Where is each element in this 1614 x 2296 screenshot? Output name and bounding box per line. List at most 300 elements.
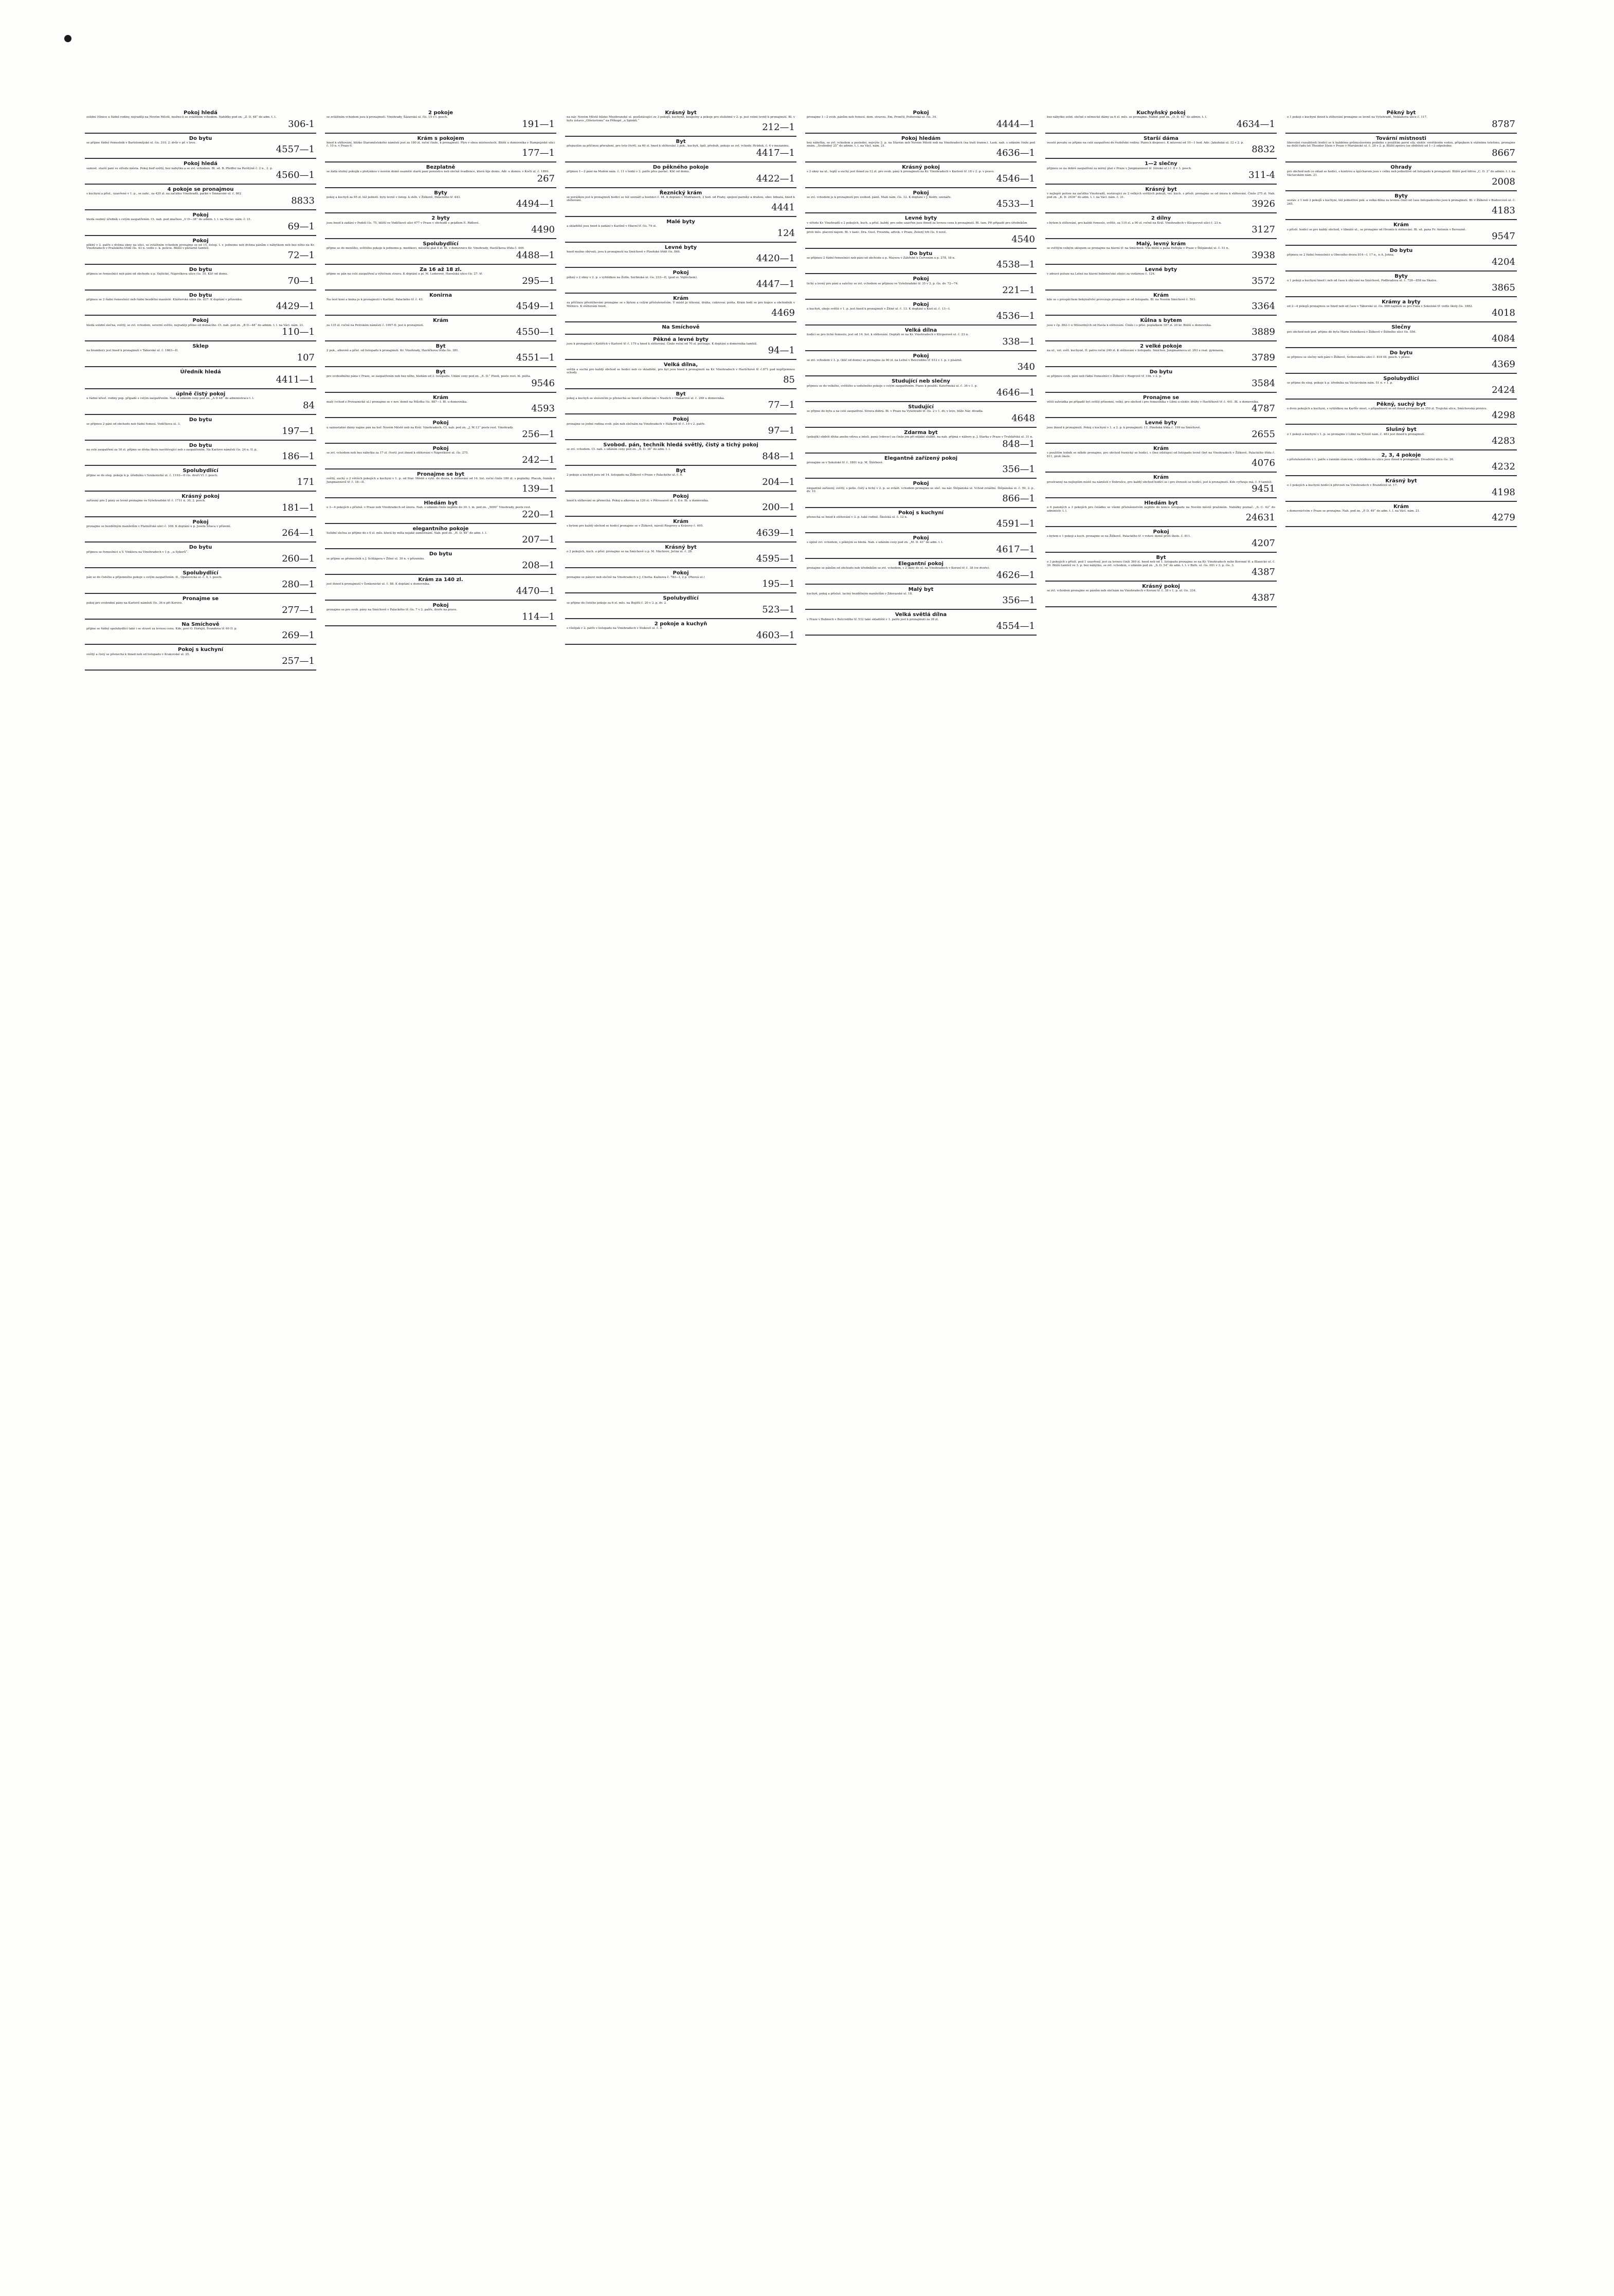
classified-ad <box>1045 213 1277 239</box>
ad-reference-number: 212—1 <box>762 122 795 133</box>
ad-body: se zvl. vchodem neb bez nábytku za 17 zl. čtvrtl. jest ihned k stěhování v Náprstkové ul. čís. 275. <box>327 451 469 455</box>
classified-ad <box>565 360 796 389</box>
ad-body: Na šest koní a knina je k pronajmutí v Karlíně, Palackého tř. č. 43. <box>327 298 424 301</box>
ad-reference-number: 260—1 <box>282 553 315 565</box>
ad-reference-number: 4283 <box>1492 436 1515 447</box>
classified-ad <box>1285 450 1517 476</box>
ad-heading: Krám <box>1393 503 1409 510</box>
ad-body: se zvláštním vchodem jsou k pronajmutí. Vinohrady, Šázavská ul. čís. 15 v I. posch. <box>327 116 448 119</box>
ad-body: hned k stěhování se přenechá. Pokoj a alkovna za 120 zl. v Pštrossově ul. č. 8 n. Bl. u domovníka. <box>567 499 709 502</box>
ad-reference-number: 4536—1 <box>996 310 1035 321</box>
ad-heading: Do bytu <box>189 545 212 551</box>
classified-ad <box>1285 348 1517 374</box>
ad-body: solidní číšnice u řádné rodiny, nejraději na Novém Městě, možno-li se zvláštním vchodem. Nabídky pod zn. „Z. D. 48“ do adm. t. l. <box>86 116 277 119</box>
ad-body: světlý a čistý se přenechá k ihned neb od listopadu v Krakovské ul. 25. <box>86 653 190 656</box>
ad-body: u řádné křesť. rodiny pop. případě s celým zaopatřením. Nab. s udáním ceny pod zn. „A D 48“ do administrace t. l. <box>86 397 255 401</box>
ad-heading: Levné byty <box>1145 420 1177 426</box>
ad-reference-number: 4441 <box>771 202 795 213</box>
ad-reference-number: 107 <box>297 352 315 363</box>
ad-heading: 2, 3, 4 pokoje <box>1381 453 1421 459</box>
ad-body: s úplně zvl. vchodem, s pěkným se bledá. Nab. s udáním ceny pod zn. „M. D. 43“ do adm. t. l. <box>807 541 944 545</box>
ad-reference-number: 110—1 <box>282 327 315 338</box>
ad-reference-number: 177—1 <box>522 147 555 158</box>
ad-heading: Pokoj <box>913 302 929 308</box>
ad-body: se poráškou jest k pronajmutí hodicí se též uzenáři a hostinci č. 44. K doptání v Modřanech, 2 hod. od Prahy, spojení parníky a drahou, obec lidnatá, hned k stěhování. <box>567 195 795 203</box>
ad-heading: Pokoj <box>913 190 929 196</box>
classified-ad <box>325 367 556 393</box>
classified-ad <box>805 479 1037 508</box>
column-1 <box>85 108 316 2191</box>
ad-body: hledá osobný úředník s celým zaopatřením. Ct. nab. pod značkou „U D—38“ do admin. t. l. na Václav. nám. č. 21. <box>86 218 252 222</box>
ad-heading: Krám <box>1153 475 1169 481</box>
ad-body: bez nábytku, se zvl. vchodem a poslední, nejvýše 2. p. na Starém neb Novém Městě neb na Vinohradech (na trati tramw.). Lask. nab. s udáním činže pod znám. „Svobodný 25“ do admin. t. l. na Václ. nám. 21. <box>807 141 1035 148</box>
ad-reference-number: 4551—1 <box>516 352 555 363</box>
ad-reference-number: 280—1 <box>282 578 315 590</box>
ad-reference-number: 3572 <box>1252 275 1275 286</box>
ad-reference-number: 4076 <box>1252 458 1275 469</box>
ad-body: jest ihned k pronajmutí v Šonkenické ul. č. 88. K doptání u domovníka. <box>327 583 430 586</box>
ad-reference-number: 139—1 <box>522 483 555 495</box>
classified-ad <box>565 162 796 188</box>
ad-body: pěkný v 2. patře s dvěma okny na ulici, se zvláštním vchodem pronajme se od 15. listop. t. r. jednomu neb dvěma pánům s nábytkem neb bez něho na Kr. Vinohradech v Pražského třídě čís. 43 n. vedle c. k. policie. Bližší v pletárně tamtéž. <box>86 243 315 250</box>
page-bullet-mark <box>64 35 71 42</box>
ad-heading: Pokoj <box>192 318 209 324</box>
ad-body: o 1 pokoji s kuchyní ihned k stěhování pronajme se levně na Vyšehradě, Neklanova ulice č. 117. <box>1287 116 1427 119</box>
ad-heading: Krásný byt <box>665 110 697 116</box>
ad-reference-number: 4447—1 <box>756 279 795 290</box>
ad-reference-number: 866—1 <box>1002 493 1035 504</box>
classified-columns <box>85 108 1525 2191</box>
ad-reference-number: 3127 <box>1252 224 1275 236</box>
ad-body: s domovnictvím v Praze se pronajme. Nab. pod zn. „P. D. 49“ do adm. t. l. na Václ. nám. 21. <box>1287 509 1420 513</box>
ad-reference-number: 4554—1 <box>996 621 1035 632</box>
classified-ad <box>565 414 796 440</box>
classified-ad <box>325 188 556 214</box>
ad-heading: Pokoj <box>673 417 689 423</box>
ad-reference-number: 523—1 <box>762 604 795 616</box>
ad-reference-number: 4617—1 <box>996 544 1035 555</box>
ad-body: se přijmou svob. páni neb řádní řemeslníci v Žižkově v Riegrově tř. 10n. v 2. p. <box>1047 375 1162 378</box>
classified-ad <box>805 229 1037 249</box>
ad-reference-number: 269—1 <box>282 630 315 641</box>
ad-body: s bytem k stěhování, pro každé řemeslo, světlé, za 110 zl. a 90 zl. ročně na Král. Vinohradech v Klicperově ulici č. 23 n. <box>1047 221 1222 225</box>
ad-heading: Ohrady <box>1390 164 1412 170</box>
ad-reference-number: 8833 <box>291 195 315 206</box>
ad-reference-number: 4639—1 <box>756 527 795 538</box>
ad-reference-number: 4787 <box>1252 403 1275 414</box>
ad-heading: Pokoj hledá <box>184 110 217 116</box>
ad-reference-number: 4444—1 <box>996 118 1035 130</box>
classified-ad <box>85 185 316 210</box>
ad-heading: Pokoj <box>913 276 929 282</box>
ad-reference-number: 8787 <box>1492 118 1515 130</box>
classified-ad <box>1045 473 1277 498</box>
classified-ad <box>325 341 556 367</box>
classified-ad <box>85 389 316 415</box>
ad-reference-number: 2008 <box>1492 176 1515 188</box>
ad-body: se přijme se přemeslník u J. Schlágera v Žitné ul. 30 n. v přízemku. <box>327 557 425 561</box>
ad-body: světlý, suchý o 2 větších pokojích a kuchyni v 1. p. od Star. Městě s vyhl. do dvora, k stěhování od 14. list. roční činže 180 zl. s poplatky. Placek, řezník v Jungmannově tř. č. 18—II. <box>327 477 555 484</box>
ad-heading: Krám s pokojem <box>417 135 464 141</box>
classified-ad <box>805 134 1037 162</box>
ad-reference-number: 4648 <box>1011 412 1035 424</box>
classified-ad <box>85 265 316 291</box>
ad-heading: Pokoj s kuchyní <box>177 647 224 653</box>
classified-ad <box>805 188 1037 214</box>
ad-reference-number: 264—1 <box>282 528 315 539</box>
ad-reference-number: 4603—1 <box>756 629 795 641</box>
ad-reference-number: 85 <box>783 374 795 385</box>
classified-ad <box>565 568 796 594</box>
ad-reference-number: 4546—1 <box>996 173 1035 184</box>
classified-ad <box>85 517 316 543</box>
ad-body: na brambory jest hned k pronajmutí v Táborské ul. č. 1863—II. <box>86 349 178 353</box>
ad-body: pronajme se v Sokolské tř. č. 1801 n p. M. Štěrbové. <box>807 461 883 464</box>
classified-ad <box>85 210 316 236</box>
classified-ad <box>1285 246 1517 272</box>
ad-reference-number: 220—1 <box>522 509 555 520</box>
ad-body: pěkný s 2 okny v 2. p. s vyhlídkou na Žofín. Serlinská ul. čís. 233—II, (pod sv. Vojtěchem). <box>567 276 698 279</box>
ad-body: elegantně zařízený, světlý, s peňo. čistý a tichý v 2. p. se zvlášt. vchodem pronajme se sleč. na nár. Štěpánská ul. Vchod zvláštní. Štěpánská ul. č. 59, 2. p., dv. 10. <box>807 486 1035 494</box>
ad-heading: Krám <box>433 318 448 324</box>
ad-heading: Krásný byt <box>1145 187 1177 193</box>
classified-ad <box>1045 393 1277 419</box>
ad-heading: Spolubydlící <box>423 241 459 247</box>
ad-body: se přijme do bytu a na celé zaopatření. Strava dobrá. Bl. v Praze na Vyšehradě tř. čís. 2 v 1. dv. v levo, blíže Nár. divadla. <box>807 410 984 413</box>
classified-ad <box>325 265 556 291</box>
classified-ad <box>1285 108 1517 134</box>
ad-body: na celé zaopatření za 16 zl. přijme se dívka školu navštěvující neb s zaopatřením. Na Karlovo náměstí čís. 24 n. II. p. <box>86 448 258 451</box>
ad-body: jsou ihned k pronajmutí. Pokoj s kuchyní v 1. a 2. p. k pronajmutí: 11. Plzeňská třída č. 199 na Smíchově. <box>1047 426 1201 429</box>
ad-heading: Pěkný byt <box>1386 110 1416 116</box>
ad-heading: Krásný byt <box>665 544 697 550</box>
column-6 <box>1285 108 1517 2191</box>
classified-ad <box>325 393 556 419</box>
ad-reference-number: 242—1 <box>522 454 555 465</box>
ad-reference-number: 77—1 <box>768 400 795 411</box>
ad-body: s použitím ledník se někde pronajme, pro obchod řeznický se hodící, s (bez odstupu) od listopadu levně (byt na Vinohradech v Žižkově, Palackého třída č. 811, proti škole. <box>1047 451 1275 458</box>
ad-heading: 2 velké pokoje <box>1140 344 1182 350</box>
ad-heading: Pokoj <box>673 570 689 576</box>
classified-ad <box>1285 191 1517 220</box>
ad-body: o dvou pokojích a kuchyni, s vyhlídkou na Karlův most, s případností se od ihned pronajme za 350 zl. Trojická ulice, Smíchovská pivnice. <box>1287 407 1488 410</box>
ad-heading: 1—2 slečny <box>1145 161 1177 167</box>
classified-ad <box>85 543 316 568</box>
ad-heading: Krám <box>673 296 688 302</box>
classified-ad <box>1285 322 1517 348</box>
classified-ad <box>565 137 796 162</box>
ad-heading: Do bytu <box>1389 350 1413 356</box>
ad-body: jsou v čp. 862-1 u Milosrdných od Havla k stěhování. Činže i s přísl. poplatkem 187 zl. 20 kr. Bližší u domovníka. <box>1047 323 1212 327</box>
classified-ad <box>1285 400 1517 425</box>
ad-reference-number: 8832 <box>1252 144 1275 155</box>
classified-ad <box>85 620 316 645</box>
ad-body: přijmou se 2 řádní řemeslníci neb řádní bezdětní manželé. Klášterská ulice čís. 837. K doptání v přízemku. <box>86 298 243 301</box>
ad-body: jsou k pronajmutí v Košířích v Karlově tř. č. 179 a hned k stěhování. Činže roční od 70 zl. počínaje. K doptání u domovníka tamtéž. <box>567 342 757 346</box>
ad-heading: Do bytu <box>1149 369 1173 375</box>
classified-ad <box>85 568 316 594</box>
ad-reference-number: 4595—1 <box>756 553 795 564</box>
classified-ad <box>1285 425 1517 450</box>
ad-body: pán se do čistého a příjemného pokoje s celým zaopatřením. II., Opatovická ul. č. 4, I. posch. <box>86 576 222 580</box>
classified-ad <box>85 159 316 185</box>
classified-ad <box>325 418 556 444</box>
ad-body: se žádá útulný pokojík s plotynkou v novém domě osamělé starší paní pensistce neb slečně švadlence, která šije domu. Adr. u domov. v Kočlí ul. č. 1899. <box>327 170 549 174</box>
ad-reference-number: 2655 <box>1252 429 1275 440</box>
classified-ad <box>1045 553 1277 582</box>
ad-reference-number: 4593 <box>531 403 555 414</box>
ad-body: 2 pokoje a kuchyň jsou od 14. listopadu na Žižkově v Praze v Palackého ul. č. 6. <box>567 474 683 477</box>
ad-heading: Krám <box>1393 222 1409 228</box>
classified-ad <box>565 217 796 243</box>
ad-reference-number: 197—1 <box>282 425 315 437</box>
ad-reference-number: 4298 <box>1492 410 1515 421</box>
ad-reference-number: 4557—1 <box>276 144 315 155</box>
ad-heading: Spolubydlící <box>663 595 699 602</box>
column-3 <box>565 108 796 2191</box>
classified-ad <box>805 508 1037 534</box>
ad-reference-number: 356—1 <box>1002 464 1035 475</box>
classified-ad <box>565 593 796 619</box>
ad-heading: Pěkné a levné byty <box>653 336 709 342</box>
ad-body: větší zahrádka po případě byt světlý přízemní, velký, pro obchod i pro řemeslníka v Libni u elektr. dráhy v Havlíčkově tř. č. 441. Bl. u domovníka. <box>1047 400 1259 404</box>
ad-reference-number: 356—1 <box>1002 595 1035 606</box>
ad-heading: Krám za 140 zl. <box>418 577 463 583</box>
classified-ad <box>805 213 1037 229</box>
ad-reference-number: 4420—1 <box>756 253 795 264</box>
ad-heading: 2 dílny <box>1151 215 1171 222</box>
ad-heading: Pokoj <box>192 212 209 218</box>
classified-ad <box>805 559 1037 585</box>
ad-heading: Konirna <box>429 292 452 298</box>
ad-body: o 3 pokojích a kuchyni hodící k převzetí na Vinohradech v Brandlově ul. 17. <box>1287 484 1398 487</box>
classified-ad <box>565 268 796 294</box>
ad-body: u samostatné dámy najme pán na hoř. Novém Městě neb na Král. Vinohradech. Ct. nab. pod zn. „J. M.13“ poste rest. Vinohrady. <box>327 426 514 429</box>
ad-heading: Na Smíchově <box>662 324 700 331</box>
ad-heading: Velká dílna <box>904 327 937 333</box>
ad-heading: 2 byty <box>431 215 450 222</box>
classified-ad <box>325 316 556 341</box>
ad-body: o 1 pokoji a kuchyní hned i neb od času k obývání na Smíchově, Podbradova ul. č. 728—858 na Skalce. <box>1287 279 1438 283</box>
ad-body: se přijme do čistého pokoje za 6 zl. měs. na Bojišti č. 20 v 3. p. dv. 2. <box>567 601 667 605</box>
ad-heading: Do bytu <box>429 551 452 557</box>
ad-body: v středu Kr. Vinohradů o 2 pokojích, kuch. a přísl. každý, pro sebe uzavřen jsou ihned za levnou cenu k pronajmutí. Bl. tam. Při případě pro úředníkům <box>807 221 1027 225</box>
ad-reference-number: 8667 <box>1492 147 1515 158</box>
ad-body: se zvl. vchodem je k pronajmutí pro svobod. páně. Malé nám. čís. 12. K doptání v J. Koldv, uzenáře. <box>807 195 952 199</box>
ad-heading: Byt <box>676 139 686 145</box>
ad-body: s všelijak v 2. patře v listopadu na Vinohradech v Stokově ul. č. 8. <box>567 627 663 630</box>
ad-body: se zvl. vchodem v 1. p. (klíč od domu) se pronajme za 90 zl. na Letné v Belcrediho tř. 612 v 1. p. v písárně. <box>807 358 963 362</box>
ad-reference-number: 256—1 <box>522 429 555 440</box>
classified-ad <box>805 249 1037 275</box>
classified-ad <box>1045 239 1277 265</box>
ad-body: o 3 pokojích s příslš. pod 1 uzavřený, jest za levnou činži 360 zl. hned neb od 1. listopadu pronajme se na Kr. Vinohradech nebo Koronní tř. a Blanické ul. č. 30. Bližší tamtéž ve 3. p. bez nábytku, se zvl. vchodem, s udáním pod zn. „S. D. 54“ do adm. t. l. v Bulh. ul. čís. 691 v 3. p. čís. 3. <box>1047 561 1275 567</box>
classified-ad <box>1045 527 1277 553</box>
ad-reference-number: 4626—1 <box>996 569 1035 581</box>
classified-ad <box>565 619 796 645</box>
ad-reference-number: 9451 <box>1252 483 1275 495</box>
ad-reference-number: 3364 <box>1252 301 1275 312</box>
ad-body: hned k stěhování, blízko Staroměstského náměstí jest za 180 zl. roční činže, k pronajmutí. Plyn v obou místnostech. Bližší u domovníka v Hampejzské ulici č. 10 n. v Praze-V. <box>327 141 555 148</box>
classified-ad <box>325 575 556 601</box>
ad-heading: Starší dáma <box>1144 135 1178 141</box>
ad-body: pronajme 1—2 svob. pánům neb řemesl. dom. stravou. Em. Prončil, Poštovská ul. čís. 34. <box>807 116 937 119</box>
classified-ad <box>325 108 556 134</box>
column-2 <box>325 108 556 2191</box>
ad-reference-number: 171 <box>297 477 315 488</box>
classified-ad <box>565 492 796 517</box>
ad-heading: Malý byt <box>908 586 934 592</box>
ad-body: 2 pok., alkovně a přísl. od listopadu k pronajmutí. Kr. Vinohrady, Havlíčkova třída čís. 381. <box>327 349 459 353</box>
ad-body: pronajme se bezdětným manželům v Platnéřské ulici č. 108. K doptání u p. Josefa Šítaca v přízemí. <box>86 525 231 528</box>
ad-heading: Spolubydlící <box>1383 375 1419 382</box>
classified-ad <box>805 454 1037 479</box>
ad-reference-number: 195—1 <box>762 578 795 590</box>
ad-heading: Byt <box>1156 554 1166 561</box>
ad-heading: Krásný pokoj <box>182 494 220 500</box>
classified-ad <box>805 376 1037 402</box>
ad-heading: Pokoj <box>913 481 929 487</box>
classified-ad <box>805 300 1037 326</box>
ad-heading: Pokoj <box>673 270 689 276</box>
classified-ad <box>85 236 316 265</box>
ad-heading: Levné byty <box>1145 266 1177 273</box>
ad-reference-number: 204—1 <box>762 476 795 487</box>
classified-ad <box>85 594 316 620</box>
ad-body: sestáv. z 1 neb 2 pokojů s kuchyní, též jednotlivé pok. a velká dílna za levnou činži od času listopadového jsou k pronajmutí. Bl. v Žižkově v Budovcově ul. č. 265. <box>1287 199 1515 206</box>
classified-ad <box>1045 159 1277 185</box>
ad-body: o 6 panských a 3 pokojích pro čeládku se všemi příslušenstvím nejdéle do konce listopadu na Novém městě pražském. Nabídky poznač. „S. C. 42“ do administr. t. l. <box>1047 506 1275 513</box>
column-4 <box>805 108 1037 2191</box>
classified-ad <box>1045 418 1277 444</box>
classified-ad <box>805 162 1037 188</box>
ad-reference-number: 4636—1 <box>996 147 1035 158</box>
classified-ad <box>85 441 316 466</box>
classified-ad <box>1285 297 1517 323</box>
ad-heading: Krám <box>1153 292 1169 298</box>
ad-reference-number: 257—1 <box>282 656 315 667</box>
classified-ad <box>1285 220 1517 246</box>
column-5 <box>1045 108 1277 2191</box>
ad-heading: Pokoj hledá <box>184 161 217 167</box>
ad-heading: Slečny <box>1391 324 1411 331</box>
ad-reference-number: 3889 <box>1252 327 1275 338</box>
ad-heading: Zdarma byt <box>904 429 938 436</box>
ad-heading: Do bytu <box>909 250 933 257</box>
classified-ad <box>1285 162 1517 191</box>
ad-body: s bytem pro každý obchod se hodící pronajme se v Žižkově, nároží Riegrovy a Krásovy č. 695. <box>567 525 704 528</box>
ad-body: hledá solidní slečna, světlý, se zvl. vchodem, severní světlo, nejraději přímo od domácího. Ct. nab. pod zn. „B D—48“ do admin. t. l. na Václ. nám. 21. <box>86 323 304 327</box>
ad-body: s 2 okny na ul., teplý a suchý jest ihned za 12 zl. pro svob. pány k pronajmutí na Kr. Vinohradech v Karlově tř. 18 v 2. p. v pravo. <box>807 170 994 174</box>
ad-body: přijmou se řemeslníci u V. Vinklera na Vinohradech v 1 p. „u Sykorů“. <box>86 550 189 554</box>
ad-reference-number: 4470—1 <box>516 585 555 596</box>
ad-body: se světlým velkým sklepem se pronajme na hlavní tř. na Smíchově. Vše bližší u pana Hořejše v Praze v Štěpánské ul. č. 51 n. <box>1047 247 1229 250</box>
classified-ad <box>325 469 556 498</box>
ad-body: pro obchod neb pod. přijme do bytu Marie Debelková v Žižkově v Štítného ulici čís. 556. <box>1287 330 1417 334</box>
classified-ad <box>805 326 1037 351</box>
ad-body: na nár. Novém Městě blízko Mezibranské ul. pozůstávající ze 3 pokojů, kuchyně, koupelny a pokoje pro služebné v 2. p. jest velmi levně k pronajmutí. Bl. v bytu ústavu „Olšeterionu“ na Příkopě „u Spinků.“ <box>567 116 795 122</box>
ad-body: zařízený pro 2 pány se levně pronajme ve Vyšehradské tř. č. 1711 n. 30, 2. posch. <box>86 499 206 503</box>
ad-heading: Krásný byt <box>1385 478 1417 484</box>
ad-reference-number: 295—1 <box>522 275 555 286</box>
classified-ad <box>805 533 1037 559</box>
ad-reference-number: 4429—1 <box>276 301 315 312</box>
ad-body: (pokojík) obdrží dívka anebo vdova a inteli. paná (vdovec) za činže jen při nějaké službě. na nab. přijmá v nábory p. J. Starka v Praze v Truhlářská ul. 31 n. <box>807 436 1033 439</box>
ad-reference-number: 4490 <box>531 224 555 236</box>
ad-body: o 3—4 pokojích s přísluš. v Praze neb Vinohradech od února. Nab. s udáním činže nejdéle do 30. t. m. pod zn. „5000“ Vinohrady, poste rest. <box>327 506 531 510</box>
ad-body: pro svobodného pána v Praze, se zaopatřením neb bez něho, hledám od 2. listopadu. Udání ceny pod zn. „E. D.“ Plzeň, poste rest. hl. pošta. <box>327 375 531 378</box>
ad-heading: Pronajme se <box>1143 394 1180 401</box>
ad-heading: Studující neb slečny <box>892 378 950 385</box>
classified-ad <box>85 291 316 316</box>
classified-ad <box>85 134 316 159</box>
ad-body: v nejlepší poloze na začátku Vinohradů, sestávající ze 2 velkých světlých pokojů, vel. kuch. s příslš. pronajme se od února k stěhování. Činže 275 zl. Nab. pod zn. „K. D. 2036“ do adm. t. l. na Václ. nám. č. 21. <box>1047 192 1275 199</box>
ad-reference-number: 4646—1 <box>996 387 1035 399</box>
ad-heading: úplně čistý pokoj <box>175 391 226 397</box>
ad-heading: Elegantní pokoj <box>898 561 944 567</box>
ad-heading: Do bytu <box>189 135 212 141</box>
ad-body: malý (vchod z Provaznické ul.) pronajme se v nov. domě na Můstku čís. 887—I. Bl. u domovníka. <box>327 400 467 404</box>
classified-ad <box>805 428 1037 454</box>
ad-body: bez nábytku solid. slečně o německé dámy za 6 zl. měs. se pronajme. Nábid. pod zn. „O. D. 43“ do admin. t. l. <box>1047 116 1207 119</box>
ad-body: kde se s prospěchem bokynářství provozuje pronajme se od listopadu. Bl. na Novém Smíchově č. 593. <box>1047 298 1196 301</box>
ad-reference-number: 4411—1 <box>276 374 315 386</box>
classified-ad <box>565 389 796 415</box>
ad-heading: Do bytu <box>189 442 212 448</box>
ad-heading: Krám <box>673 519 688 525</box>
ad-heading: Do bytu <box>189 292 212 298</box>
ad-heading: Byt <box>436 344 446 350</box>
ad-reference-number: 4387 <box>1252 592 1275 603</box>
ad-body: přijme se řádný spolubydlící také i se stravě za levnou cenu. Kde, poví O. Hořejší, Švandova tř. 60 II. p. <box>86 627 238 630</box>
classified-ad <box>1045 367 1277 393</box>
ad-heading: Tovární místnosti <box>1376 135 1426 141</box>
classified-ad <box>85 645 316 671</box>
ad-body: kuchyň, pokoj a přísluš. laciný bezdětným manželům v Zderazské ul. 18. <box>807 592 913 595</box>
classified-ad <box>325 601 556 626</box>
ad-heading: Hledám byt <box>424 500 458 507</box>
ad-reference-number: 208—1 <box>522 560 555 571</box>
ad-reference-number: 191—1 <box>522 118 555 130</box>
ad-heading: Slušný byt <box>1386 427 1417 433</box>
ad-reference-number: 267 <box>537 173 555 184</box>
ad-body: pronajme se jedné rodina svob. pán neb slečnám na Vinohradech v Hálkově tř. č. 19 v 2. patře. <box>567 422 705 426</box>
classified-ad <box>565 108 796 137</box>
ad-heading: Úředník hledá <box>180 369 221 375</box>
ad-reference-number: 311-4 <box>1248 170 1275 181</box>
ad-heading: Velká dílna, <box>663 362 698 368</box>
classified-ad <box>565 243 796 268</box>
classified-ad <box>1285 134 1517 162</box>
ad-reference-number: 114—1 <box>522 611 555 622</box>
ad-heading: Pokoj <box>432 446 449 452</box>
ad-reference-number: 306-1 <box>288 118 315 130</box>
ad-reference-number: 3865 <box>1492 282 1515 293</box>
ad-reference-number: 124 <box>777 227 795 239</box>
ad-body: a kuchyň, oboje světlé v 1. p. jest hned k pronajmutí v Žitné ul. č. 13. K doptání u Kozí ul. č. 13—I. <box>807 308 951 311</box>
ad-heading: Na Smíchově <box>182 621 220 627</box>
ad-body: prostranný na nejlepším místě na náměstí v Dobrušce, pro každý obchod hodící se i pro živnosti se hodící, jest k pronajmutí. Kde vyřizuje má. č. 9 tamtéž. <box>1047 480 1273 484</box>
ad-heading: Do pěkného pokoje <box>652 164 709 170</box>
ad-heading: Pokoj hledám <box>901 135 941 141</box>
classified-ad <box>325 134 556 162</box>
ad-heading: Byt <box>676 467 686 474</box>
ad-body: o 1 pokoji a kuchyní v 1. p. se pronajme v Libni na Tylově nám. č. 483 jest ihned k pronajmutí. <box>1287 432 1425 436</box>
classified-ad <box>85 316 316 341</box>
ad-heading: Pokoj <box>1153 529 1169 535</box>
ad-reference-number: 9547 <box>1492 231 1515 242</box>
classified-ad <box>1045 108 1277 134</box>
